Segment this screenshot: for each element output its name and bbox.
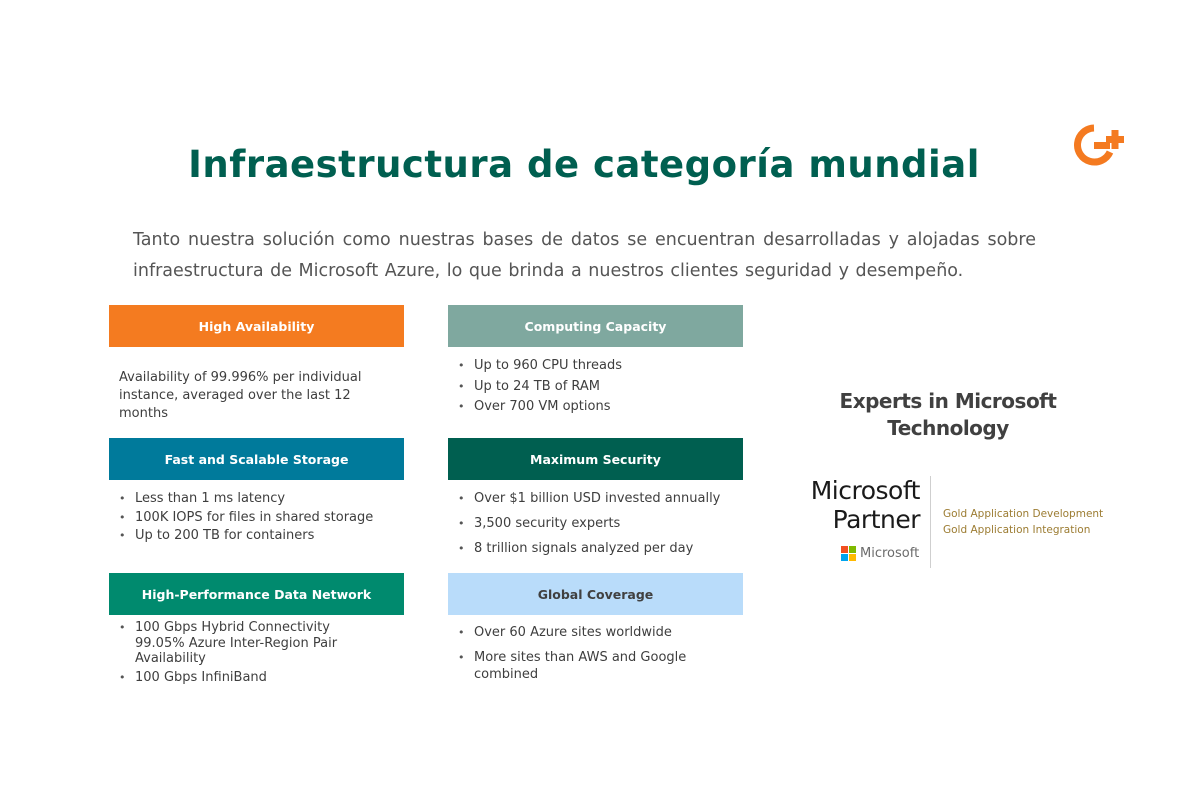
partner-line-2: Partner — [832, 505, 920, 534]
competency-item: Gold Application Development — [943, 508, 1104, 520]
card-maximum-security — [448, 438, 743, 561]
list-item: • 3,500 security experts — [458, 511, 743, 536]
card-fast-scalable-storage — [109, 438, 404, 546]
experts-line-2: Technology — [887, 416, 1009, 440]
card-global-coverage — [448, 573, 743, 683]
microsoft-brand — [841, 546, 919, 561]
experts-heading — [818, 388, 1078, 442]
microsoft-partner-badge — [800, 476, 1104, 568]
card-header: Fast and Scalable Storage — [109, 438, 404, 480]
card-data-network — [109, 573, 404, 685]
card-text: Availability of 99.996% per individual instance, averaged over the last 12 months — [119, 370, 362, 421]
card-body — [109, 347, 404, 423]
list-item: • Up to 960 CPU threads — [458, 356, 743, 377]
list-item: • Up to 200 TB for containers — [119, 527, 404, 546]
card-high-availability — [109, 305, 404, 423]
card-header: High-Performance Data Network — [109, 573, 404, 615]
list-item: • More sites than AWS and Google combined — [458, 649, 718, 683]
competency-item: Gold Application Integration — [943, 524, 1091, 536]
list-item: • Over 700 VM options — [458, 397, 743, 418]
card-body — [448, 347, 743, 418]
page-title: Infraestructura de categoría mundial — [188, 143, 980, 186]
card-header: High Availability — [109, 305, 404, 347]
partner-wordmark — [811, 476, 920, 534]
card-header: Global Coverage — [448, 573, 743, 615]
badge-divider — [930, 476, 931, 568]
card-header: Computing Capacity — [448, 305, 743, 347]
list-item-text: 100 Gbps Hybrid Connectivity — [135, 620, 330, 635]
list-item: • Over 60 Azure sites worldwide — [458, 624, 743, 641]
card-computing-capacity — [448, 305, 743, 418]
card-header: Maximum Security — [448, 438, 743, 480]
competency-list — [943, 506, 1103, 538]
list-item: • Over $1 billion USD invested annually — [458, 486, 743, 511]
list-item: • 100 Gbps InfiniBand — [119, 670, 404, 686]
intro-paragraph: Tanto nuestra solución como nuestras bases de datos se encuentran desarrolladas y alojadas sobre infraestructura de Microsoft Azure, lo que brinda a nuestros clientes seguridad y desempeño. — [133, 230, 1036, 281]
microsoft-logo-icon — [841, 546, 856, 561]
partner-line-1: Microsoft — [810, 476, 920, 505]
list-item-continuation: 99.05% Azure Inter-Region Pair Availability — [135, 635, 338, 666]
list-item: • 100K IOPS for files in shared storage — [119, 509, 404, 528]
list-item — [119, 620, 404, 667]
card-body — [448, 480, 743, 561]
experts-line-1: Experts in Microsoft — [839, 389, 1057, 413]
list-item: • Less than 1 ms latency — [119, 490, 404, 509]
card-body — [109, 480, 404, 546]
list-item: • 8 trillion signals analyzed per day — [458, 536, 743, 561]
card-body — [109, 615, 404, 685]
list-item: • Up to 24 TB of RAM — [458, 377, 743, 398]
card-body — [448, 615, 743, 683]
microsoft-brand-name: Microsoft — [860, 546, 920, 561]
